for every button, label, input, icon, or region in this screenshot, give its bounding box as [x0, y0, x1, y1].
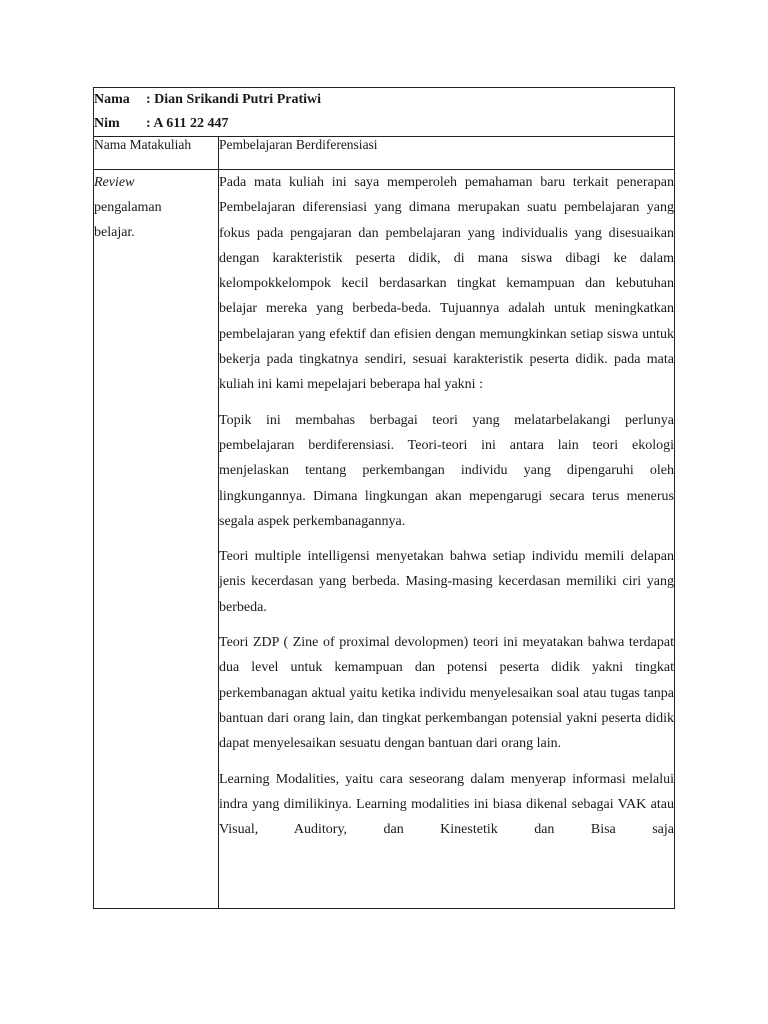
review-paragraph: Teori ZDP ( Zine of proximal devolopmen) teori ini meyatakan bahwa terdapat dua level untuk kemampuan dan potensi peserta didik yakni tingkat perkembanagan aktual yaitu ketika individu menyelesaikan soal atau tugas tanpa bantuan dari orang lain, dan tingkat perkembangan potensial yakni peserta didik dapat menyelesaikan sesuatu dengan bantuan dari orang lain.	[219, 635, 674, 752]
matakuliah-row	[94, 137, 675, 170]
name-value: : Dian Srikandi Putri Pratiwi	[146, 92, 322, 107]
name-line	[94, 88, 674, 112]
review-content-cell	[219, 170, 675, 909]
student-info-cell	[94, 88, 675, 137]
header-row	[94, 88, 675, 137]
matakuliah-label: Nama Matakuliah	[94, 137, 219, 170]
nim-line	[94, 112, 674, 136]
review-label-line3: belajar.	[94, 225, 135, 240]
review-label-italic: Review	[94, 175, 135, 190]
review-row	[94, 170, 675, 909]
review-paragraph: Topik ini membahas berbagai teori yang melatarbelakangi perlunya pembelajaran berdiferensiasi. Teori-teori ini antara lain teori ekologi menjelaskan tentang perkembangan individu yang dipengaruhi oleh lingkungannya. Dimana lingkungan akan mepengarugi secara terus menerus segala aspek perkembanagannya.	[219, 412, 674, 529]
review-label-cell	[94, 170, 219, 909]
nim-key: Nim	[94, 116, 120, 131]
review-paragraph: Pada mata kuliah ini saya memperoleh pemahaman baru terkait penerapan Pembelajaran diferensiasi yang dimana merupakan suatu pembelajaran yang fokus pada pengajaran dan pembelajaran yang individualis yang disesuaikan dengan karakteristik peserta didik, di mana siswa dibagi ke dalam kelompokkelompok kecil berdasarkan tingkat kemampuan dan kebutuhan belajar mereka yang berbeda-beda. Tujuannya adalah untuk meningkatkan pembelajaran yang efektif dan efisien dengan memungkinkan setiap siswa untuk bekerja pada tingkatnya sendiri, sesuai karakteristik peserta didik. pada mata kuliah ini kami mepelajari beberapa hal yakni :	[219, 175, 674, 393]
review-label-line2: pengalaman	[94, 200, 162, 215]
matakuliah-value: Pembelajaran Berdiferensiasi	[219, 137, 675, 170]
review-form-table	[93, 87, 675, 909]
review-paragraph: Teori multiple intelligensi menyetakan bahwa setiap individu memili delapan jenis kecerdasan yang berbeda. Masing-masing kecerdasan memiliki ciri yang berbeda.	[219, 549, 674, 615]
name-key: Nama	[94, 92, 130, 107]
review-paragraph: Learning Modalities, yaitu cara seseorang dalam menyerap informasi melalui indra yang dimilikinya. Learning modalities ini biasa dikenal sebagai VAK atau Visual, Auditory, dan Kinestetik dan Bisa saja	[219, 771, 674, 838]
nim-value: : A 611 22 447	[146, 116, 229, 131]
